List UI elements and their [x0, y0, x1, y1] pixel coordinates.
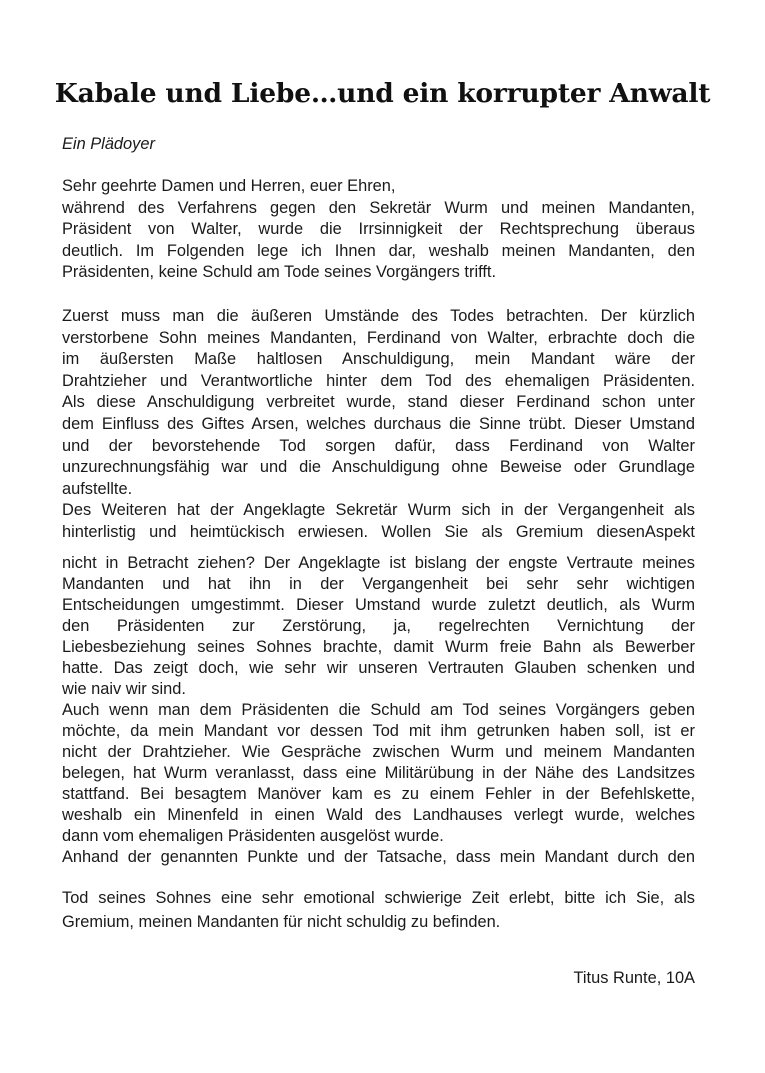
text-line: hatte. Das zeigt doch, wie sehr wir unseren Vertrauten Glauben schenken und [62, 659, 695, 677]
text-line: belegen, hat Wurm veranlasst, dass eine Militärübung in der Nähe des Landsitzes [62, 764, 695, 782]
text-line: Präsidenten, keine Schuld am Tode seines Vorgängers trifft. [62, 263, 497, 282]
paragraph-circumstances [62, 306, 695, 544]
document-subtitle: Ein Plädoyer [62, 135, 155, 153]
text-line: Liebesbeziehung seines Sohnes brachte, damit Wurm freie Bahn als Bewerber [62, 638, 695, 656]
document-title: Kabale und Liebe…und ein korrupter Anwalt [54, 78, 711, 109]
text-line: aufstellte. [62, 479, 133, 498]
paragraph-conclusion [62, 886, 695, 934]
text-line: Auch wenn man dem Präsidenten die Schuld am Tod seines Vorgängers geben [62, 701, 695, 719]
text-line: stattfand. Bei besagtem Manöver kam es zu einem Fehler in der Befehlskette, [62, 785, 695, 803]
author-signature: Titus Runte, 10A [573, 969, 695, 987]
text-line: Sehr geehrte Damen und Herren, euer Ehren, [62, 177, 396, 195]
text-line: wie naiv wir sind. [62, 680, 186, 698]
text-line: nicht der Drahtzieher. Wie Gespräche zwischen Wurm und meinem Mandanten [62, 743, 695, 761]
text-line: Drahtzieher und Verantwortliche hinter dem Tod des ehemaligen Präsidenten. [62, 371, 695, 390]
text-line: möchte, da mein Mandant vor dessen Tod mit ihm getrunken haben soll, ist er [62, 722, 695, 740]
text-line: im äußersten Maße haltlosen Anschuldigung, mein Mandant wäre der [62, 350, 695, 369]
text-line: Anhand der genannten Punkte und der Tatsache, dass mein Mandant durch den [62, 848, 695, 866]
paragraph-greeting [62, 176, 695, 284]
text-line: unzurechnungsfähig war und die Anschuldigung ohne Beweise oder Grundlage [62, 458, 695, 477]
text-line: verstorbene Sohn meines Mandanten, Ferdinand von Walter, erbrachte doch die [62, 328, 695, 347]
text-line: Als diese Anschuldigung verbreitet wurde, stand dieser Ferdinand schon unter [62, 393, 695, 412]
text-line: dann vom ehemaligen Präsidenten ausgelöst wurde. [62, 827, 444, 845]
text-line: den Präsidenten zur Zerstörung, ja, regelrechten Vernichtung der [62, 617, 695, 635]
text-line: Präsident von Walter, wurde die Irrsinnigkeit der Rechtsprechung überaus [62, 220, 695, 239]
text-line: Mandanten und hat ihn in der Vergangenheit bei sehr sehr wichtigen [62, 575, 695, 593]
text-line: deutlich. Im Folgenden lege ich Ihnen dar, weshalb meinen Mandanten, den [62, 241, 695, 260]
text-line: Zuerst muss man die äußeren Umstände des Todes betrachten. Der kürzlich [62, 307, 695, 325]
text-line: Entscheidungen umgestimmt. Dieser Umstand wurde zuletzt deutlich, als Wurm [62, 596, 695, 614]
text-line: dem Einfluss des Giftes Arsen, welches durchaus die Sinne trübt. Dieser Umstand [62, 414, 695, 433]
text-line: hinterlistig und heimtückisch erwiesen. Wollen Sie als Gremium diesenAspekt [62, 522, 695, 541]
paragraph-arguments [62, 552, 695, 867]
text-line: Gremium, meinen Mandanten für nicht schuldig zu befinden. [62, 913, 501, 931]
text-line: während des Verfahrens gegen den Sekretär Wurm und meinen Mandanten, [62, 198, 695, 217]
text-line: nicht in Betracht ziehen? Der Angeklagte ist bislang der engste Vertraute meines [62, 554, 695, 572]
text-line: Tod seines Sohnes eine sehr emotional schwierige Zeit erlebt, bitte ich Sie, als [62, 889, 695, 907]
text-line: und der bevorstehende Tod sorgen dafür, dass Ferdinand von Walter [62, 436, 695, 455]
text-line: weshalb ein Minenfeld in einen Wald des Landhauses verlegt wurde, welches [62, 806, 695, 824]
text-line: Des Weiteren hat der Angeklagte Sekretär Wurm sich in der Vergangenheit als [62, 501, 695, 520]
